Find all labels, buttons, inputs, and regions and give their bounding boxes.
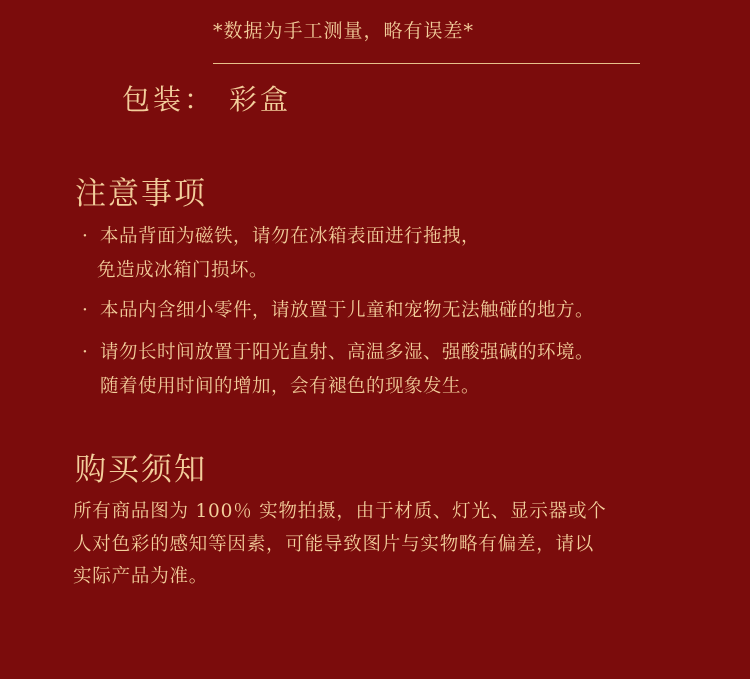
purchase-line-3: 实际产品为准。	[73, 566, 209, 587]
precaution-item-3-cont: 随着使用时间的增加，会有褪色的现象发生。	[100, 376, 481, 397]
bullet: ·	[82, 342, 89, 363]
packaging-value: 彩盒	[229, 83, 292, 116]
purchase-title: 购买须知	[75, 452, 207, 488]
divider	[213, 63, 640, 64]
purchase-line-2: 人对色彩的感知等因素，可能导致图片与实物略有偏差，请以	[73, 534, 595, 555]
bullet: ·	[82, 300, 89, 321]
precaution-item-1	[82, 222, 480, 248]
precaution-item-2	[82, 296, 594, 322]
measurement-note: *数据为手工测量，略有误差*	[213, 20, 475, 42]
precaution-text: 本品背面为磁铁，请勿在冰箱表面进行拖拽，	[100, 226, 481, 247]
precautions-title: 注意事项	[75, 176, 207, 212]
precaution-text: 本品内含细小零件，请放置于儿童和宠物无法触碰的地方。	[100, 300, 595, 321]
precaution-item-3	[82, 338, 594, 364]
packaging-row	[122, 78, 291, 118]
purchase-line-1: 所有商品图为 100％ 实物拍摄，由于材质、灯光、显示器或个	[73, 501, 607, 522]
packaging-label: 包装：	[122, 83, 216, 116]
precaution-text: 请勿长时间放置于阳光直射、高温多湿、强酸强碱的环境。	[100, 342, 595, 363]
precaution-item-1-cont: 免造成冰箱门损坏。	[97, 260, 269, 281]
bullet: ·	[82, 226, 89, 247]
